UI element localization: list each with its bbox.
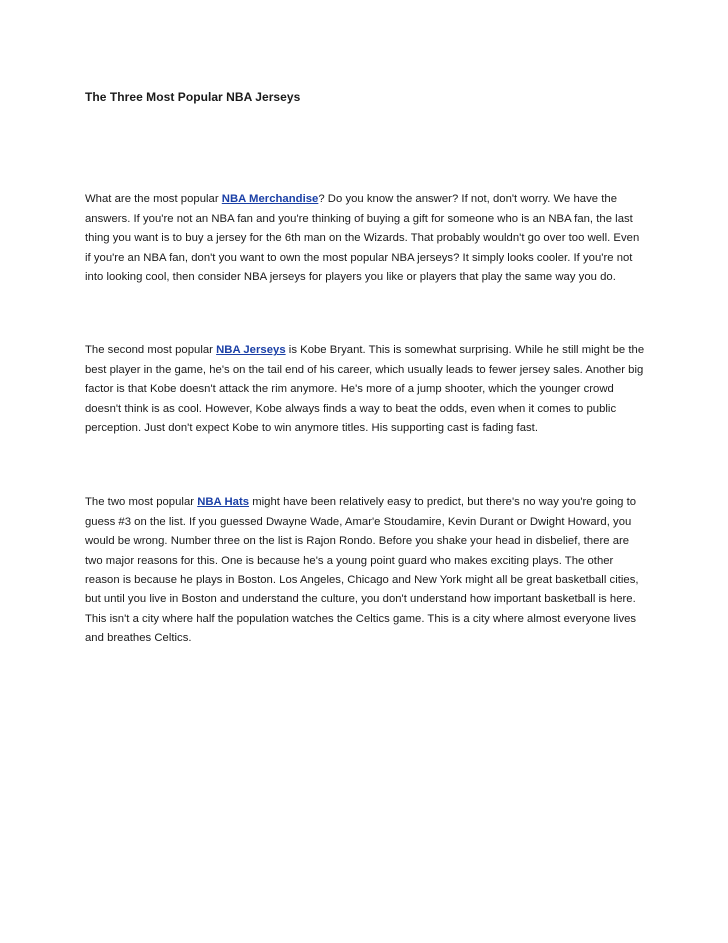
paragraph-text-before: The second most popular [85, 344, 217, 357]
nba-merchandise-link[interactable]: NBA Merchandise [221, 193, 319, 206]
paragraph-jerseys [85, 341, 645, 438]
paragraph-text-before: What are the most popular [85, 193, 222, 206]
paragraph-hats [85, 493, 645, 648]
paragraph-merchandise [85, 190, 645, 287]
paragraph-text-before: The two most popular [85, 496, 198, 509]
document-title: The Three Most Popular NBA Jerseys [85, 90, 301, 104]
paragraph-text-after: might have been relatively easy to predict, but there's no way you're going to guess #3 on the list. If you guessed Dwayne Wade, Amar'e Stoudamire, Kevin Durant or Dwight Howard, you would be wrong. Number three on the list is Rajon Rondo. Before you shake your head in disbelief, there are two major reasons for this. One is because he's a young point guard who makes exciting plays. The other reason is because he plays in Boston. Los Angeles, Chicago and New York might all be great basketball cities, but until you live in Boston and understand the culture, you don't understand how important basketball is here. This isn't a city where half the population watches the Celtics game. This is a city where almost everyone lives and breathes Celtics. [85, 496, 639, 645]
nba-jerseys-link[interactable]: NBA Jerseys [216, 344, 286, 357]
paragraph-text-after: ? Do you know the answer? If not, don't worry. We have the answers. If you're not an NBA fan and you're thinking of buying a gift for someone who is an NBA fan, the last thing you want is to buy a jersey for the 6th man on the Wizards. That probably wouldn't go over too well. Even if you're an NBA fan, don't you want to own the most popular NBA jerseys? It simply looks cooler. If you're not into looking cool, then consider NBA jerseys for players you like or players that play the same way you do. [85, 193, 640, 283]
paragraph-text-after: is Kobe Bryant. This is somewhat surprising. While he still might be the best player in the game, he's on the tail end of his career, which usually leads to fewer jersey sales. Another big factor is that Kobe doesn't attack the rim anymore. He's more of a jump shooter, which the younger crowd doesn't think is as cool. However, Kobe always finds a way to beat the odds, even when it comes to public perception. Just don't expect Kobe to win anymore titles. His supporting cast is fading fast. [85, 344, 645, 434]
nba-hats-link[interactable]: NBA Hats [197, 496, 250, 509]
